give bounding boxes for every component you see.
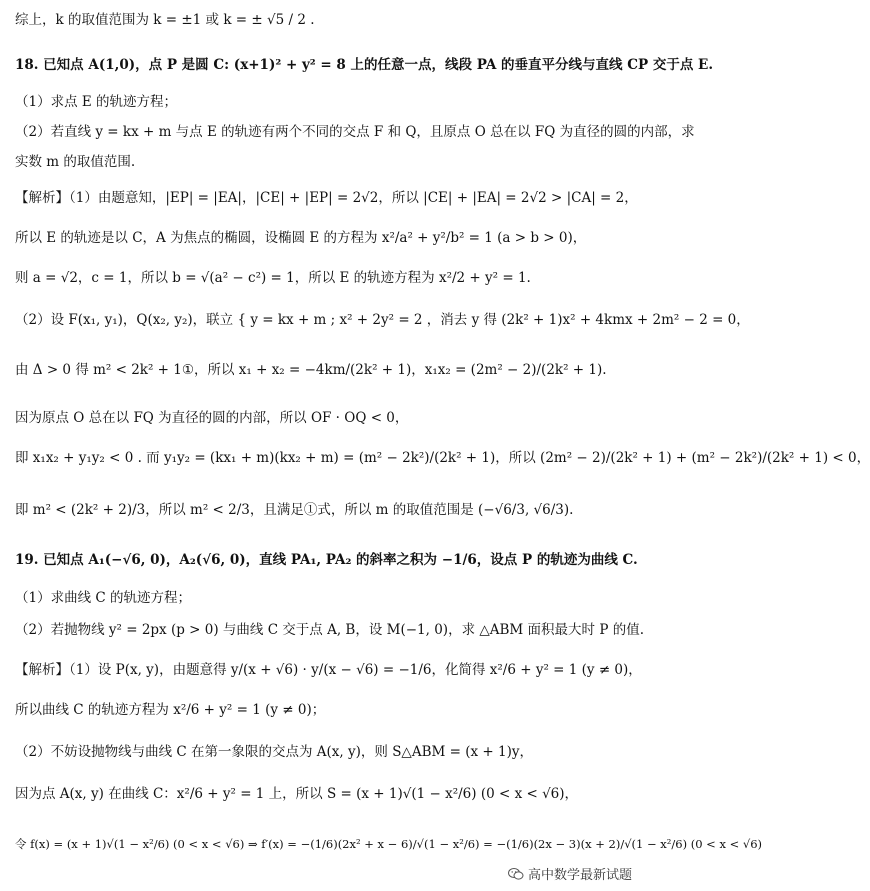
watermark [508,864,632,883]
solution-18-line: 因为原点 O 总在以 FQ 为直径的圆的内部，所以 OF · OQ < 0， [15,410,409,426]
solution-18-line: 【解析】（1）由题意知，|EP| = |EA|，|CE| + |EP| = 2√2，所以 |CE| + |EA| = 2√2 > |CA| = 2， [15,190,638,206]
problem-18-part-1: （1）求点 E 的轨迹方程； [15,94,178,110]
problem-18-part-2-cont: 实数 m 的取值范围. [15,154,136,170]
problem-19-part-1: （1）求曲线 C 的轨迹方程； [15,590,192,606]
solution-18-line: 所以 E 的轨迹是以 C，A 为焦点的椭圆，设椭圆 E 的方程为 x²/a² + y²/b² = 1 (a > b > 0)， [15,230,587,246]
watermark-text: 高中数学最新试题 [527,868,632,883]
problem-18-statement: 18. 已知点 A(1,0)，点 P 是圆 C: (x+1)² + y² = 8 上的任意一点，线段 PA 的垂直平分线与直线 CP 交于点 E. [15,57,714,73]
solution-18-line: （2）设 F(x₁, y₁)，Q(x₂, y₂)，联立 { y = kx + m ; x² + 2y² = 2 ，消去 y 得 (2k² + 1)x² + 4kmx + 2m² − 2 = 0， [15,312,750,328]
solution-18-line: 即 x₁x₂ + y₁y₂ < 0 . 而 y₁y₂ = (kx₁ + m)(kx₂ + m) = (m² − 2k²)/(2k² + 1)，所以 (2m² − 2)/(2k² + 1) + (m² − 2k²)/(2k² + 1) < 0， [15,450,870,466]
wechat-icon [508,867,524,881]
solution-19-line: 【解析】（1）设 P(x, y)，由题意得 y/(x + √6) · y/(x − √6) = −1/6，化简得 x²/6 + y² = 1 (y ≠ 0)， [15,662,642,678]
solution-19-line: 令 f(x) = (x + 1)√(1 − x²/6) (0 < x < √6) ⇒ f′(x) = −(1/6)(2x² + x − 6)/√(1 − x²/6) = −(1/6)(2x − 3)(x + 2)/√(1 − x²/6) (0 < x < √6) [15,837,763,851]
solution-19-line: 所以曲线 C 的轨迹方程为 x²/6 + y² = 1 (y ≠ 0)； [15,702,326,718]
problem-19-part-2: （2）若抛物线 y² = 2px (p > 0) 与曲线 C 交于点 A, B，设 M(−1, 0)，求 △ABM 面积最大时 P 的值. [15,622,644,638]
solution-18-line: 则 a = √2，c = 1，所以 b = √(a² − c²) = 1，所以 E 的轨迹方程为 x²/2 + y² = 1. [15,270,531,286]
solution-18-line: 即 m² < (2k² + 2)/3，所以 m² < 2/3，且满足①式，所以 m 的取值范围是 (−√6/3, √6/3). [15,502,574,518]
problem-18-part-2: （2）若直线 y = kx + m 与点 E 的轨迹有两个不同的交点 F 和 Q，且原点 O 总在以 FQ 为直径的圆的内部，求 [15,124,695,140]
solution-19-line: （2）不妨设抛物线与曲线 C 在第一象限的交点为 A(x, y)，则 S△ABM = (x + 1)y， [15,744,533,760]
solution-18-line: 由 Δ > 0 得 m² < 2k² + 1①，所以 x₁ + x₂ = −4km/(2k² + 1)，x₁x₂ = (2m² − 2)/(2k² + 1). [15,362,607,378]
solution-19-line: 因为点 A(x, y) 在曲线 C：x²/6 + y² = 1 上，所以 S = (x + 1)√(1 − x²/6) (0 < x < √6)， [15,786,579,802]
problem-19-statement: 19. 已知点 A₁(−√6, 0)，A₂(√6, 0)，直线 PA₁, PA₂ 的斜率之积为 −1/6，设点 P 的轨迹为曲线 C. [15,552,638,568]
text-line: 综上，k 的取值范围为 k = ±1 或 k = ± √5 / 2 . [15,12,315,28]
